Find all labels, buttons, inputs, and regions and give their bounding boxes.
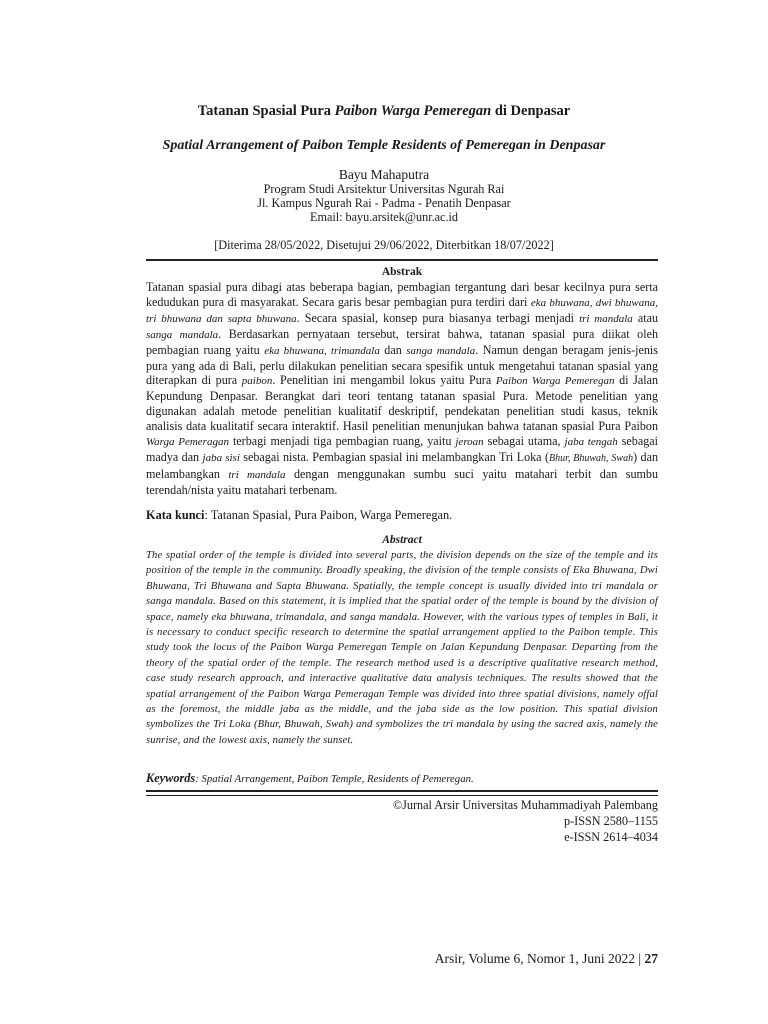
kata-kunci-values: : Tatanan Spasial, Pura Paibon, Warga Pemeregan. bbox=[204, 508, 453, 522]
keywords-values: : Spatial Arrangement, Paibon Temple, Residents of Pemeregan. bbox=[195, 773, 474, 785]
abstract-body: The spatial order of the temple is divided into several parts, the division depends on the size of the temple and its position of the temple in the community. Broadly speaking, the division of the temple consists of Eka Bhuwana, Dwi Bhuwana, Tri Bhuwana and Sapta Bhuwana. Spatially, the temple concept is usually divided into tri mandala or sanga mandala. Based on this statement, it is implied that the spatial order of the temple is bound by the division of space, namely eka bhuwana, trimandala, and sanga mandala. However, with the various types of temples in Bali, it is necessary to conduct specific research to determine the spatial arrangement applied to the Paibon temple. This study took the locus of the Paibon Warga Pemeregan Temple on Jalan Kepundung Denpasar. Departing from the theory of the spatial order of the temple. The research method used is a descriptive qualitative research method, case study research approach, and interactive qualitative data analysis techniques. The results showed that the spatial arrangement of the Paibon Warga Pemeragan Temple was divided into three spatial divisions, namely offal as the foremost, the middle jaba as the middle, and the jaba side as the low position. This spatial division symbolizes the Tri Loka (Bhur, Bhuwah, Swah) and symbolizes the tri mandala by using the sacred axis, namely the sunrise, and the lowest axis, namely the sunset. bbox=[146, 550, 658, 746]
journal-pissn: p-ISSN 2580–1155 bbox=[563, 814, 658, 828]
divider-bottom-thick bbox=[146, 790, 658, 792]
journal-info bbox=[300, 797, 658, 845]
footer-citation: Arsir, Volume 6, Nomor 1, Juni 2022 | bbox=[434, 951, 645, 966]
title-text: Tatanan Spasial Pura bbox=[197, 103, 335, 119]
divider-bottom-thin bbox=[146, 795, 658, 796]
page-footer bbox=[300, 951, 658, 967]
author-address: Jl. Kampus Ngurah Rai - Padma - Penatih Denpasar bbox=[257, 196, 511, 210]
author-program: Program Studi Arsitektur Universitas Ngurah Rai bbox=[263, 182, 505, 196]
paper-title bbox=[100, 103, 668, 120]
kata-kunci-label: Kata kunci bbox=[146, 508, 205, 522]
page-number: 27 bbox=[644, 951, 658, 966]
submission-dates: [Diterima 28/05/2022, Disetujui 29/06/2022, Diterbitkan 18/07/2022] bbox=[214, 238, 554, 252]
author-email: Email: bayu.arsitek@unr.ac.id bbox=[310, 210, 458, 224]
title-italic-text: Paibon Warga Pemeregan bbox=[334, 103, 492, 119]
keywords-label: Keywords bbox=[146, 771, 196, 785]
abstrak-heading: Abstrak bbox=[381, 266, 423, 278]
title-text-end: di Denpasar bbox=[491, 103, 571, 119]
paper-subtitle: Spatial Arrangement of Paibon Temple Residents of Pemeregan in Denpasar bbox=[162, 138, 606, 153]
author-name: Bayu Mahaputra bbox=[338, 167, 430, 182]
journal-eissn: e-ISSN 2614–4034 bbox=[564, 830, 658, 844]
kata-kunci bbox=[146, 508, 658, 523]
abstrak-body: Tatanan spasial pura dibagi atas beberapa bagian, pembagian tergantung dari besar kecilnya pura serta kedudukan pura di masyarakat. Secara garis besar pembagian pura terdiri dari eka bhuwana, dwi bhuwana, tri bhuwana dan sapta bhuwana. Secara spasial, konsep pura biasanya terbagi menjadi tri mandala atau sanga mandala. Berdasarkan pernyataan tersebut, tersirat bahwa, tatanan spasial pura diikat oleh pembagian ruang yaitu eka bhuwana, trimandala dan sanga mandala. Namun dengan beragam jenis-jenis pura yang ada di Bali, perlu dilakukan penelitian secara spesifik untuk mengetahui tatanan spasial yang diterapkan di pura paibon. Penelitian ini mengambil lokus yaitu Pura Paibon Warga Pemeregan di Jalan Kepundung Denpasar. Berangkat dari teori tentang tatanan spasial Pura. Metode penelitian yang digunakan adalah metode penelitian kualitatif deskriptif, pendekatan penelitian studi kasus, teknik analisis data kualitatif secara interaktif. Hasil penelitian menunjukan bahwa tatanan spasial Pura Paibon Warga Pemeragan terbagi menjadi tiga pembagian ruang, yaitu jeroan sebagai utama, jaba tengah sebagai madya dan jaba sisi sebagai nista. Pembagian spasial ini melambangkan Tri Loka (Bhur, Bhuwah, Swah) dan melambangkan tri mandala dengan menggunakan sumbu suci yaitu matahari terbit dan sumbu terendah/nista yaitu matahari terbenam. bbox=[146, 280, 659, 497]
abstract-heading: Abstract bbox=[382, 534, 422, 546]
keywords bbox=[146, 771, 658, 786]
journal-name: ©Jurnal Arsir Universitas Muhammadiyah Palembang bbox=[392, 798, 658, 812]
divider-top bbox=[146, 259, 658, 261]
